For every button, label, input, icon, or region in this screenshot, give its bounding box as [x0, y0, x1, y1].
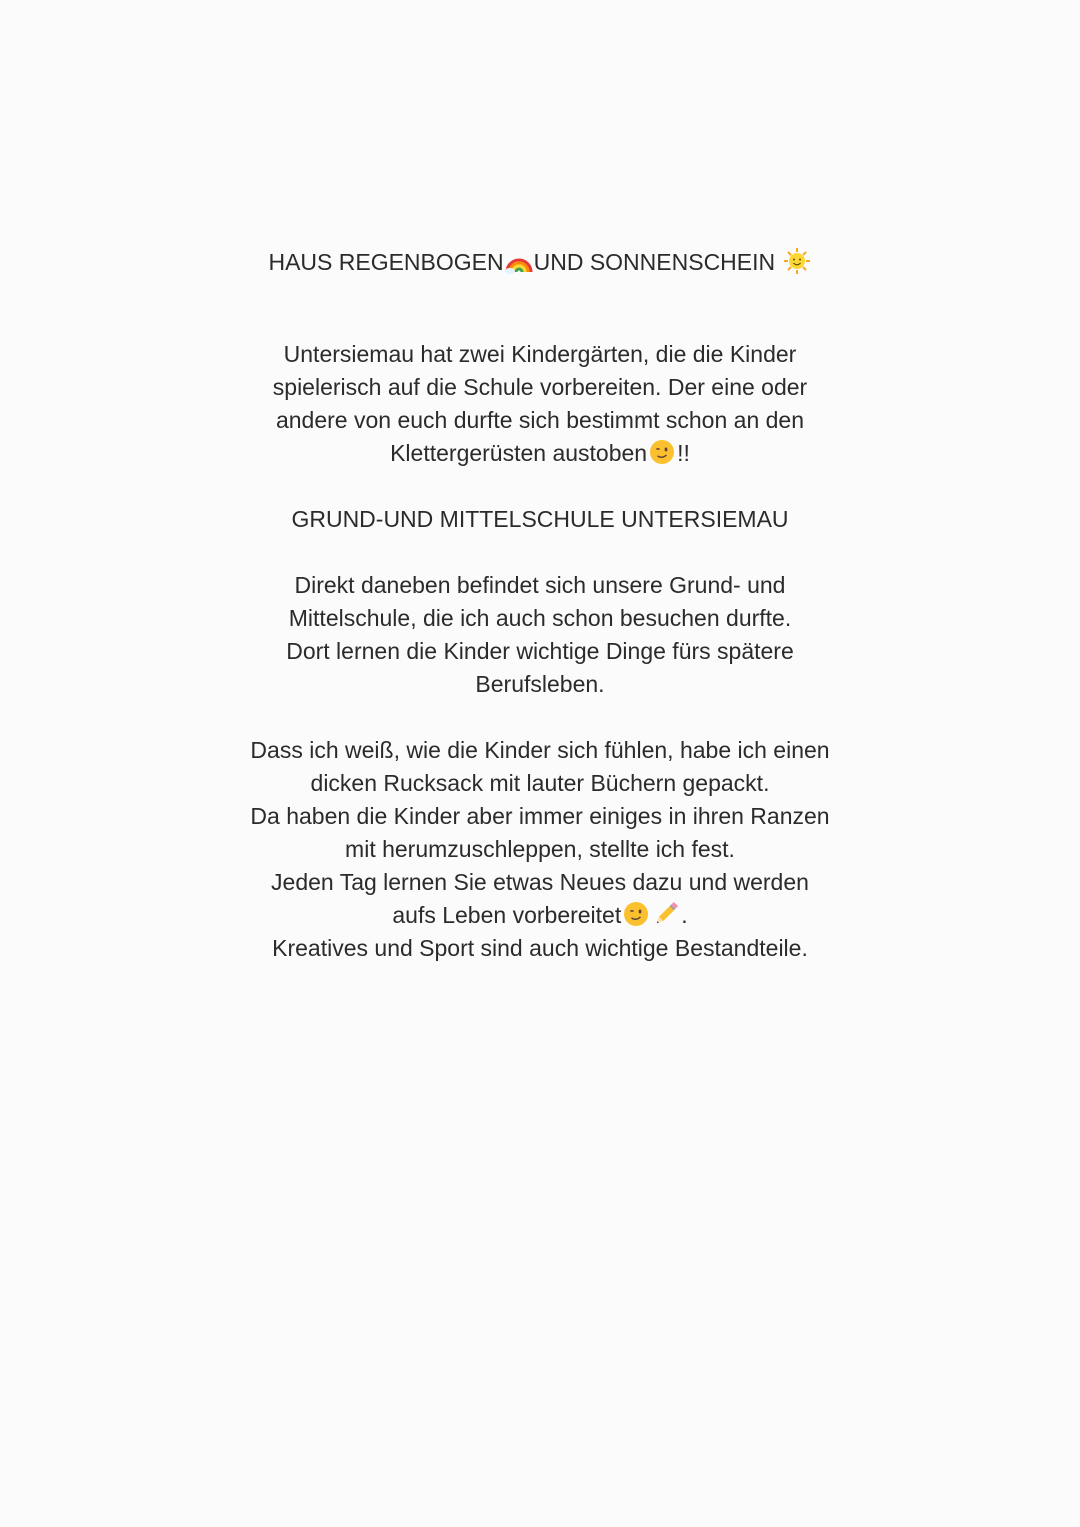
paragraph-line: Berufsleben.: [475, 671, 605, 697]
pencil-icon: [652, 901, 680, 927]
line-text: .: [681, 902, 688, 928]
paragraph-kindergarten: [200, 338, 880, 470]
wink-emoji-icon: [622, 901, 650, 927]
paragraph-line: [200, 437, 880, 470]
paragraph-line: Mittelschule, die ich auch schon besuchen durfte.: [288, 605, 792, 631]
paragraph-line: andere von euch durfte sich bestimmt schon an den: [275, 407, 805, 433]
paragraph-line: Untersiemau hat zwei Kindergärten, die die Kinder: [283, 341, 797, 367]
paragraph-line: Da haben die Kinder aber immer einiges in ihren Ranzen: [250, 803, 830, 829]
paragraph-line: mit herumzuschleppen, stellte ich fest.: [345, 836, 735, 862]
paragraph-line: [200, 899, 880, 932]
line-text: !!: [677, 440, 690, 466]
title-part-1: HAUS REGENBOGEN: [268, 249, 504, 275]
document-body: [200, 240, 880, 965]
paragraph-line: spielerisch auf die Schule vorbereiten. Der eine oder: [272, 374, 808, 400]
section-heading: GRUND-UND MITTELSCHULE UNTERSIEMAU: [291, 506, 789, 532]
paragraph-line: Jeden Tag lernen Sie etwas Neues dazu und werden: [271, 869, 809, 895]
paragraph-line: Dass ich weiß, wie die Kinder sich fühlen, habe ich einen: [250, 737, 830, 763]
paragraph-school: [200, 569, 880, 701]
paragraph-line: Kreatives und Sport sind auch wichtige Bestandteile.: [272, 935, 808, 961]
line-text: Klettergerüsten austoben: [390, 440, 648, 466]
title-part-2: UND SONNENSCHEIN: [533, 249, 776, 275]
line-text: aufs Leben vorbereitet: [392, 902, 622, 928]
paragraph-line: dicken Rucksack mit lauter Büchern gepackt.: [310, 770, 770, 796]
page-title: [200, 240, 880, 284]
sun-icon: [783, 248, 811, 274]
rainbow-icon: [505, 248, 533, 274]
wink-emoji-icon: [648, 439, 676, 465]
paragraph-line: Direkt daneben befindet sich unsere Grund- und: [294, 572, 786, 598]
paragraph-line: Dort lernen die Kinder wichtige Dinge fürs spätere: [286, 638, 794, 664]
paragraph-backpack: [200, 734, 880, 965]
